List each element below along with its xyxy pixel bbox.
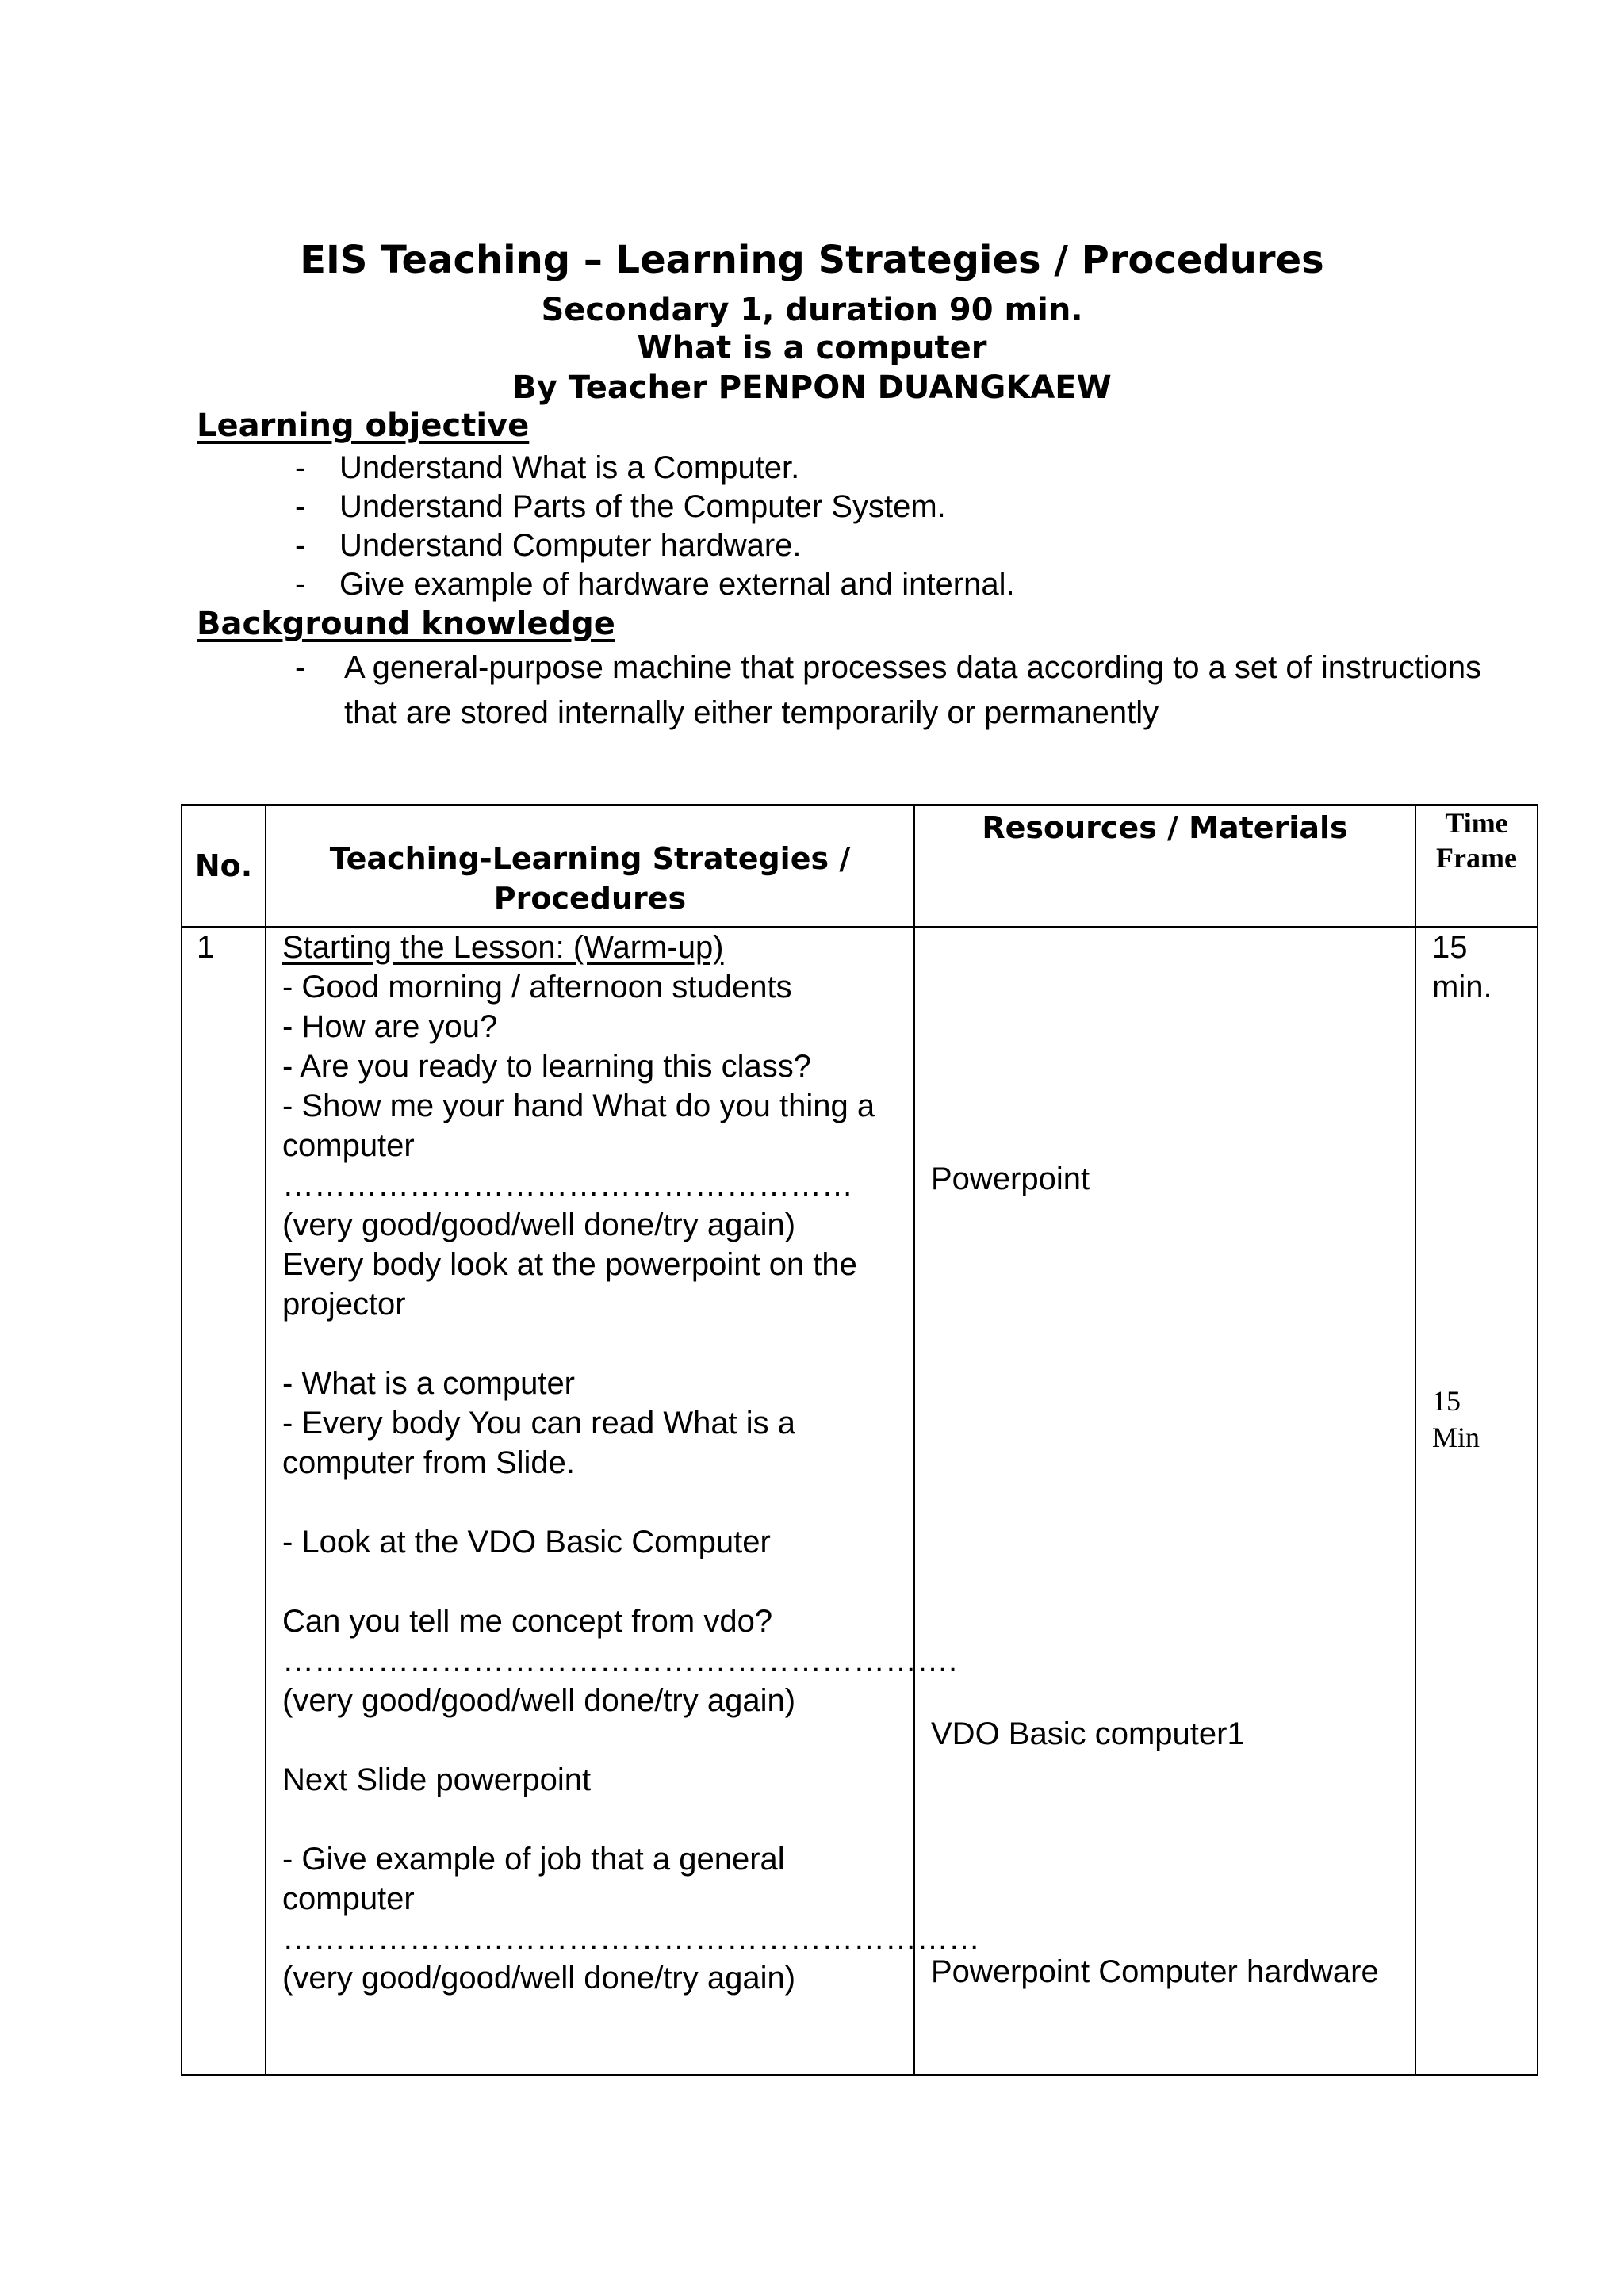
strategy-line: - Good morning / afternoon students: [282, 970, 792, 1004]
resources-cell: [914, 927, 1415, 2075]
resource-item: Powerpoint: [931, 1161, 1090, 1196]
table-row: [182, 927, 1538, 2075]
header-time-frame: Time Frame: [1415, 805, 1538, 927]
bullet-dash: -: [295, 528, 306, 563]
bullet-dash: -: [295, 650, 306, 685]
strategy-line: - Every body You can read What is a computer from Slide.: [282, 1406, 796, 1480]
time-frame-cell: [1415, 927, 1538, 2075]
objective-text: Understand Computer hardware.: [339, 528, 802, 563]
spacer: [282, 1800, 906, 1839]
document-title: EIS Teaching – Learning Strategies / Procedures: [300, 238, 1324, 282]
objective-item: [295, 526, 1015, 565]
answer-dots: …………………………………………………………: [282, 1921, 980, 1956]
objective-text: Give example of hardware external and internal.: [339, 567, 1015, 602]
resource-item: Powerpoint Computer hardware: [931, 1954, 1379, 1989]
strategy-line: (very good/good/well done/try again): [282, 1961, 796, 1996]
strategy-line: Can you tell me concept from vdo?: [282, 1604, 773, 1639]
strategy-line: Next Slide powerpoint: [282, 1762, 592, 1797]
spacer: [282, 1483, 906, 1522]
header-resources: Resources / Materials: [914, 805, 1415, 927]
strategy-line: - Look at the VDO Basic Computer: [282, 1525, 771, 1559]
time-frame-1: 15 min.: [1432, 930, 1492, 1004]
objective-item: [295, 565, 1015, 604]
row-number: 1: [182, 927, 266, 2075]
background-knowledge-heading: Background knowledge: [197, 606, 615, 642]
answer-dots: ……………………………………………………….: [282, 1644, 958, 1678]
teacher-name: By Teacher PENPON DUANGKAEW: [512, 369, 1112, 406]
bullet-dash: -: [295, 450, 306, 485]
bullet-dash: -: [295, 567, 306, 602]
objective-item: [295, 449, 1015, 488]
background-text: A general-purpose machine that processes data according to a set of instructions that are stored internally either temporarily or permanently: [344, 650, 1482, 730]
spacer: [282, 1562, 906, 1601]
learning-objective-list: [295, 449, 1015, 604]
answer-dots: ………………………………………………: [282, 1168, 853, 1203]
spacer: [282, 1324, 906, 1364]
bullet-dash: -: [295, 489, 306, 524]
table-header-row: [182, 805, 1538, 927]
strategies-cell: [266, 927, 980, 2075]
lesson-plan-table: [181, 804, 1538, 2076]
class-info: Secondary 1, duration 90 min.: [541, 292, 1083, 328]
strategy-line: Every body look at the powerpoint on the projector: [282, 1247, 857, 1322]
header-strategies: Teaching-Learning Strategies / Procedures: [266, 805, 914, 927]
resource-item: VDO Basic computer1: [931, 1716, 1245, 1751]
header-no: No.: [182, 805, 266, 927]
learning-objective-heading: Learning objective: [197, 408, 530, 444]
strategy-line: - Give example of job that a general computer: [282, 1842, 785, 1916]
background-knowledge-list: [295, 645, 1532, 736]
objective-item: [295, 488, 1015, 526]
time-frame-2: 15 Min: [1432, 1385, 1480, 1453]
strategy-line: - How are you?: [282, 1009, 498, 1044]
objective-text: Understand What is a Computer.: [339, 450, 800, 485]
objective-text: Understand Parts of the Computer System.: [339, 489, 946, 524]
strategy-line: (very good/good/well done/try again): [282, 1207, 796, 1242]
lesson-topic: What is a computer: [637, 330, 987, 366]
warm-up-heading: Starting the Lesson: (Warm-up): [282, 930, 724, 965]
background-item: [295, 645, 1532, 736]
strategy-line: - Are you ready to learning this class?: [282, 1049, 812, 1084]
spacer: [282, 1720, 906, 1760]
strategy-line: - What is a computer: [282, 1366, 576, 1401]
strategy-line: - Show me your hand What do you thing a computer: [282, 1089, 875, 1163]
strategy-line: (very good/good/well done/try again): [282, 1683, 796, 1718]
